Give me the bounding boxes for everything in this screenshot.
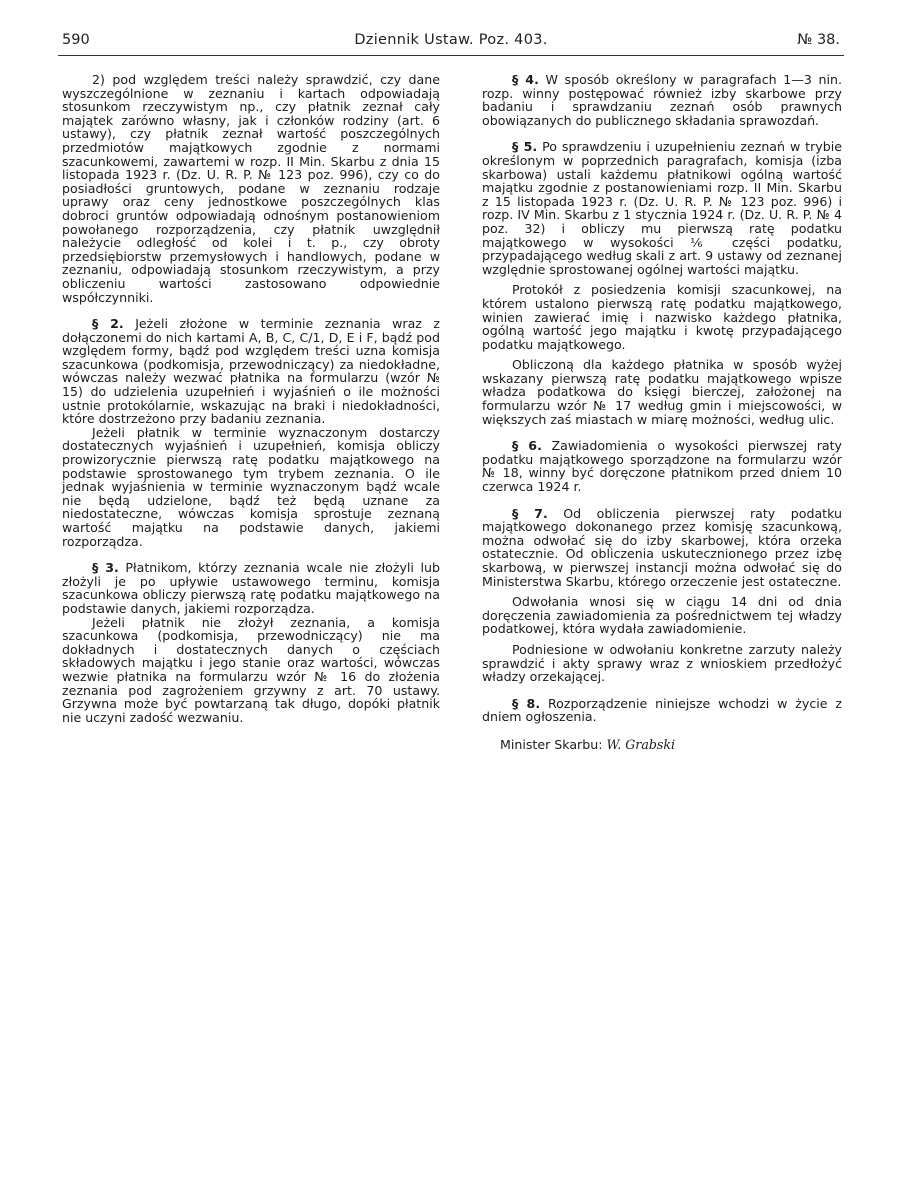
- section-6-text: Zawiadomienia o wysokości pierwszej raty podatku majątkowego sporządzone na formularzu wzór № 18, winny być doręczone płatnikom przed dniem 10 czerwca 1924 r.: [482, 438, 842, 495]
- section-2: [62, 317, 440, 426]
- section-2-text: Jeżeli złożone w terminie zeznania wraz z dołączonemi do nich kartami A, B, C, C/1, D, E i F, bądź pod względem formy, bądź pod względem treści uzna komisja szacunkowa (podkomisja, przewodniczący) za niedokładne, wówczas należy wezwać płatnika na formularzu (wzór № 15) do udzielenia uzupełnień i wyjaśnień o ile możności ustnie protokólarnie, wskazując na braki i niedokładności, które dostrzeżono przy badaniu zeznania.: [62, 316, 440, 427]
- section-4-text: W sposób określony w paragrafach 1—3 nin. rozp. winny postępować również izby skarbowe przy badaniu i sprawdzaniu zeznań osób prawnych obowiązanych do publicznego składania sprawozdań.: [482, 72, 842, 128]
- section-6-label: § 6.: [512, 438, 542, 454]
- section-6: [482, 439, 842, 493]
- section-5: [482, 140, 842, 276]
- section-5-paragraph-2: Protokół z posiedzenia komisji szacunkowej, na którem ustalono pierwszą ratę podatku majątkowego, winien zawierać imię i nazwisko każdego płatnika, ogólną wartość jego majątku i kwotę przypadającego podatku majątkowego.: [482, 282, 842, 352]
- journal-title: Dziennik Ustaw. Poz. 403.: [354, 32, 548, 48]
- section-5-text: Po sprawdzeniu i uzupełnieniu zeznań w trybie określonym w poprzednich paragrafach, komisja (izba skarbowa) ustali każdemu płatnikowi ogólną wartość majątku zgodnie z postanowieniami rozp. II Min. Skarbu z 15 listopada 1923 r. (Dz. U. R. P. № 123 poz. 996) i rozp. IV Min. Skarbu z 1 stycznia 1924 r. (Dz. U. R. P. № 4 poz. 32) i obliczy mu pierwszą ratę podatku majątkowego w wysokości ⅙ części podatku, przypadającego według skali z art. 9 ustawy od zeznanej względnie sprostowanej ogólnej wartości majątku.: [482, 139, 842, 277]
- section-8-text: Rozporządzenie niniejsze wchodzi w życie z dniem ogłoszenia.: [482, 695, 842, 725]
- section-3: [62, 561, 440, 615]
- section-3-paragraph-2: Jeżeli płatnik nie złożył zeznania, a komisja szacunkowa (podkomisja, przewodniczący) nie ma dokładnych i dostatecznych danych o częściach składowych majątku i jego stanie oraz wartości, wówczas wezwie płatnika na formularzu wzór № 16 do złożenia zeznania pod zagrożeniem grzywny z art. 70 ustawy. Grzywna może być powtarzaną tak długo, dopóki płatnik nie uczyni zadość wezwaniu.: [62, 614, 440, 725]
- section-7-label: § 7.: [512, 505, 548, 521]
- signature: [482, 738, 842, 752]
- section-5-label: § 5.: [512, 139, 538, 155]
- section-7-paragraph-2: Odwołania wnosi się w ciągu 14 dni od dnia doręczenia zawiadomienia za pośrednictwem tej władzy podatkowej, która wydała zawiadomienie.: [482, 594, 842, 637]
- signature-name: W. Grabski: [606, 736, 676, 752]
- section-3-label: § 3.: [92, 560, 119, 576]
- section-7-text: Od obliczenia pierwszej raty podatku majątkowego dokonanego przez komisję szacunkową, można odwołać się do izby skarbowej, która orzeka ostatecznie. Od obliczenia uskutecznionego przez izbę skarbową, w pierwszej instancji można odwołać się do Ministerstwa Skarbu, którego orzeczenie jest ostateczne.: [482, 505, 842, 589]
- signature-title: Minister Skarbu:: [500, 736, 603, 752]
- section-8: [482, 697, 842, 724]
- section-5-paragraph-3: Obliczoną dla każdego płatnika w sposób wyżej wskazany pierwszą ratę podatku majątkowego wpisze władza podatkowa do księgi bierczej, założonej na formularzu wzór № 17 według gmin i miejscowości, w większych zaś miastach w miarę możności, według ulic.: [482, 357, 842, 427]
- page-header: [60, 30, 842, 52]
- section-7-paragraph-3: Podniesione w odwołaniu konkretne zarzuty należy sprawdzić i akty sprawy wraz z wnioskiem przedłożyć władzy orzekającej.: [482, 641, 842, 685]
- section-3-text: Płatnikom, którzy zeznania wcale nie złożyli lub złożyli je po upływie ustawowego terminu, komisja szacunkowa obliczy pierwszą ratę podatku majątkowego na podstawie danych, jakiemi rozporządza.: [62, 560, 440, 616]
- section-4: [482, 73, 842, 127]
- paragraph-point-2: 2) pod względem treści należy sprawdzić, czy dane wyszczególnione w zeznaniu i kartach odpowiadają stosunkom rzeczywistym np., czy płatnik zeznał cały majątek zarówno własny, jak i członków rodziny (art. 6 ustawy), czy płatnik zeznał wartość poszczególnych przedmiotów majątkowych zgodnie z normami szacunkowemi, zawartemi w rozp. II Min. Skarbu z dnia 15 listopada 1923 r. (Dz. U. R. P. № 123 poz. 996), czy co do posiadłości gruntowych, podane w zeznaniu rodzaje uprawy oraz ceny jednostkowe poszczególnych klas dobroci gruntów odpowiadają odnośnym postanowieniom powołanego rozporządzenia, czy płatnik uwzględnił należycie odległość od kolei i t. p., czy obroty przedsiębiorstw przemysłowych i handlowych, podane w zeznaniu, odpowiadają stosunkom rzeczywistym, a przy obliczeniu wartości zastosowano odpowiednie współczynniki.: [62, 72, 440, 305]
- header-rule: [58, 55, 844, 56]
- section-8-label: § 8.: [512, 695, 541, 711]
- issue-number: № 38.: [797, 32, 840, 48]
- section-7: [482, 507, 842, 589]
- right-column: [482, 73, 842, 752]
- section-2-paragraph-2: Jeżeli płatnik w terminie wyznaczonym dostarczy dostatecznych wyjaśnień i uzupełnień, komisja obliczy prowizorycznie pierwszą ratę podatku majątkowego na podstawie sprostowanego tym trybem zeznania. O ile jednak wyjaśnienia w terminie wyznaczonym bądź wcale nie będą udzielone, bądź też będą uznane za niedostateczne, wówczas komisja sprostuje zeznaną wartość majątku na podstawie danych, jakiemi rozporządza.: [62, 424, 440, 549]
- left-column: [62, 73, 440, 724]
- page-number: 590: [62, 32, 90, 48]
- section-2-label: § 2.: [92, 316, 124, 332]
- section-4-label: § 4.: [512, 72, 539, 87]
